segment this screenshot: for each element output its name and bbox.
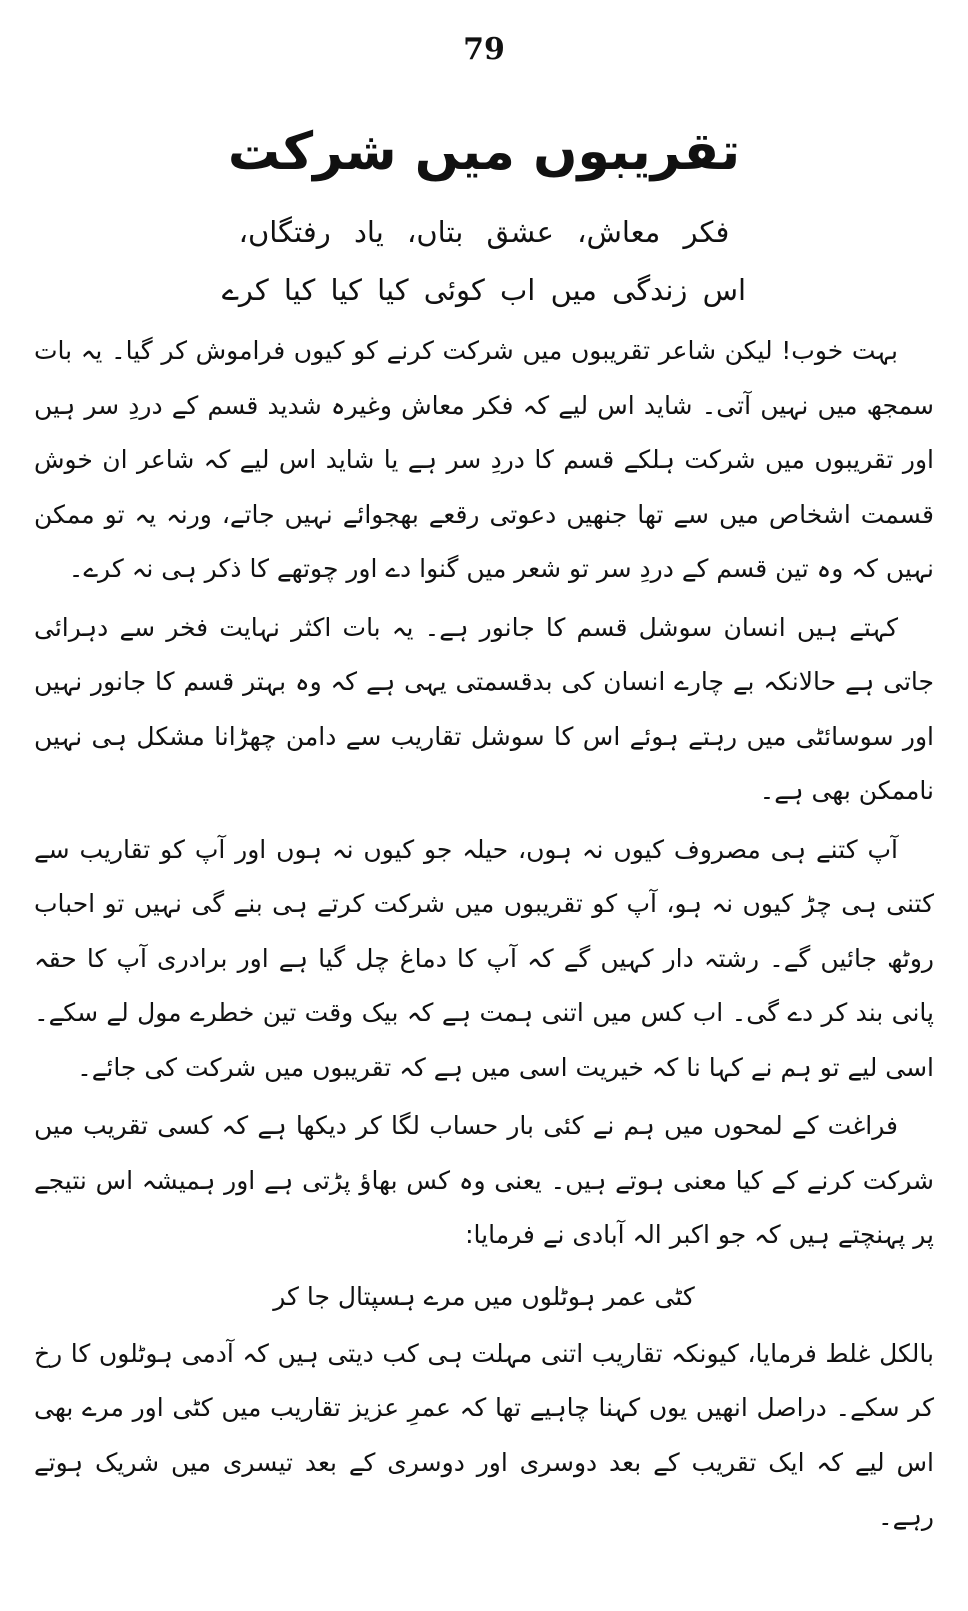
couplet-line-2: اس زندگی میں اب کوئی کیا کیا کیا کرے bbox=[221, 273, 747, 307]
paragraph-3: آپ کتنے ہی مصروف کیوں نہ ہوں، حیلہ جو کیوں نہ ہوں اور آپ کو تقاریب سے کتنی ہی چڑ کیوں نہ ہو، آپ کو تقریبوں میں شرکت کرتے ہی بنے گی نہیں تو احباب روٹھ جائیں گے۔ رشتہ دار کہیں گے کہ آپ کا دماغ چل گیا ہے اور برادری آپ کا حقہ پانی بند کر دے گی۔ اب کس میں اتنی ہمت ہے کہ بیک وقت تین خطرے مول لے سکے۔ اسی لیے تو ہم نے کہا نا کہ خیریت اسی میں ہے کہ تقریبوں میں شرکت کی جائے۔ bbox=[34, 834, 934, 1082]
body-text bbox=[34, 324, 934, 1545]
paragraph-4: فراغت کے لمحوں میں ہم نے کئی بار حساب لگا کر دیکھا ہے کہ کسی تقریب میں شرکت کرنے کے کیا معنی ہوتے ہیں۔ یعنی وہ کس بھاؤ پڑتی ہے اور ہمیشہ اس نتیجے پر پہنچتے ہیں کہ جو اکبر الہ آبادی نے فرمایا: bbox=[34, 1111, 934, 1249]
paragraph-2: کہتے ہیں انسان سوشل قسم کا جانور ہے۔ یہ بات اکثر نہایت فخر سے دہرائی جاتی ہے حالانکہ بے چارے انسان کی بدقسمتی یہی ہے کہ وہ بہتر قسم کا جانور نہیں اور سوسائٹی میں رہتے ہوئے اس کا سوشل تقاریب سے دامن چھڑانا مشکل ہی نہیں ناممکن بھی ہے۔ bbox=[34, 612, 934, 805]
couplet-line-1: فکر معاش، عشق بتاں، یاد رفتگاں، bbox=[238, 215, 730, 249]
quoted-verse: کٹی عمر ہوٹلوں میں مرے ہسپتال جا کر bbox=[273, 1281, 695, 1311]
page-number: 79 bbox=[463, 32, 505, 67]
chapter-title: تقریبوں میں شرکت bbox=[227, 122, 741, 182]
closing-paragraph: بالکل غلط فرمایا، کیونکہ تقاریب اتنی مہلت ہی کب دیتی ہیں کہ آدمی ہوٹلوں کا رخ کر سکے۔ دراصل انھیں یوں کہنا چاہیے تھا کہ عمرِ عزیز تقاریب میں کٹی اور مرے بھی اس لیے کہ ایک تقریب کے بعد دوسری اور دوسری کے بعد تیسری میں شریک ہوتے رہے۔ bbox=[34, 1338, 934, 1531]
paragraph-1: بہت خوب! لیکن شاعر تقریبوں میں شرکت کرنے کو کیوں فراموش کر گیا۔ یہ بات سمجھ میں نہیں آتی۔ شاید اس لیے کہ فکر معاش وغیرہ شدید قسم کے دردِ سر ہیں اور تقریبوں میں شرکت ہلکے قسم کا دردِ سر ہے یا شاید اس لیے کہ شاعر ان خوش قسمت اشخاص میں سے تھا جنھیں دعوتی رقعے بھجوائے نہیں جاتے، ورنہ یہ تو ممکن نہیں کہ وہ تین قسم کے دردِ سر تو شعر میں گنوا دے اور چوتھے کا ذکر ہی نہ کرے۔ bbox=[34, 336, 934, 583]
